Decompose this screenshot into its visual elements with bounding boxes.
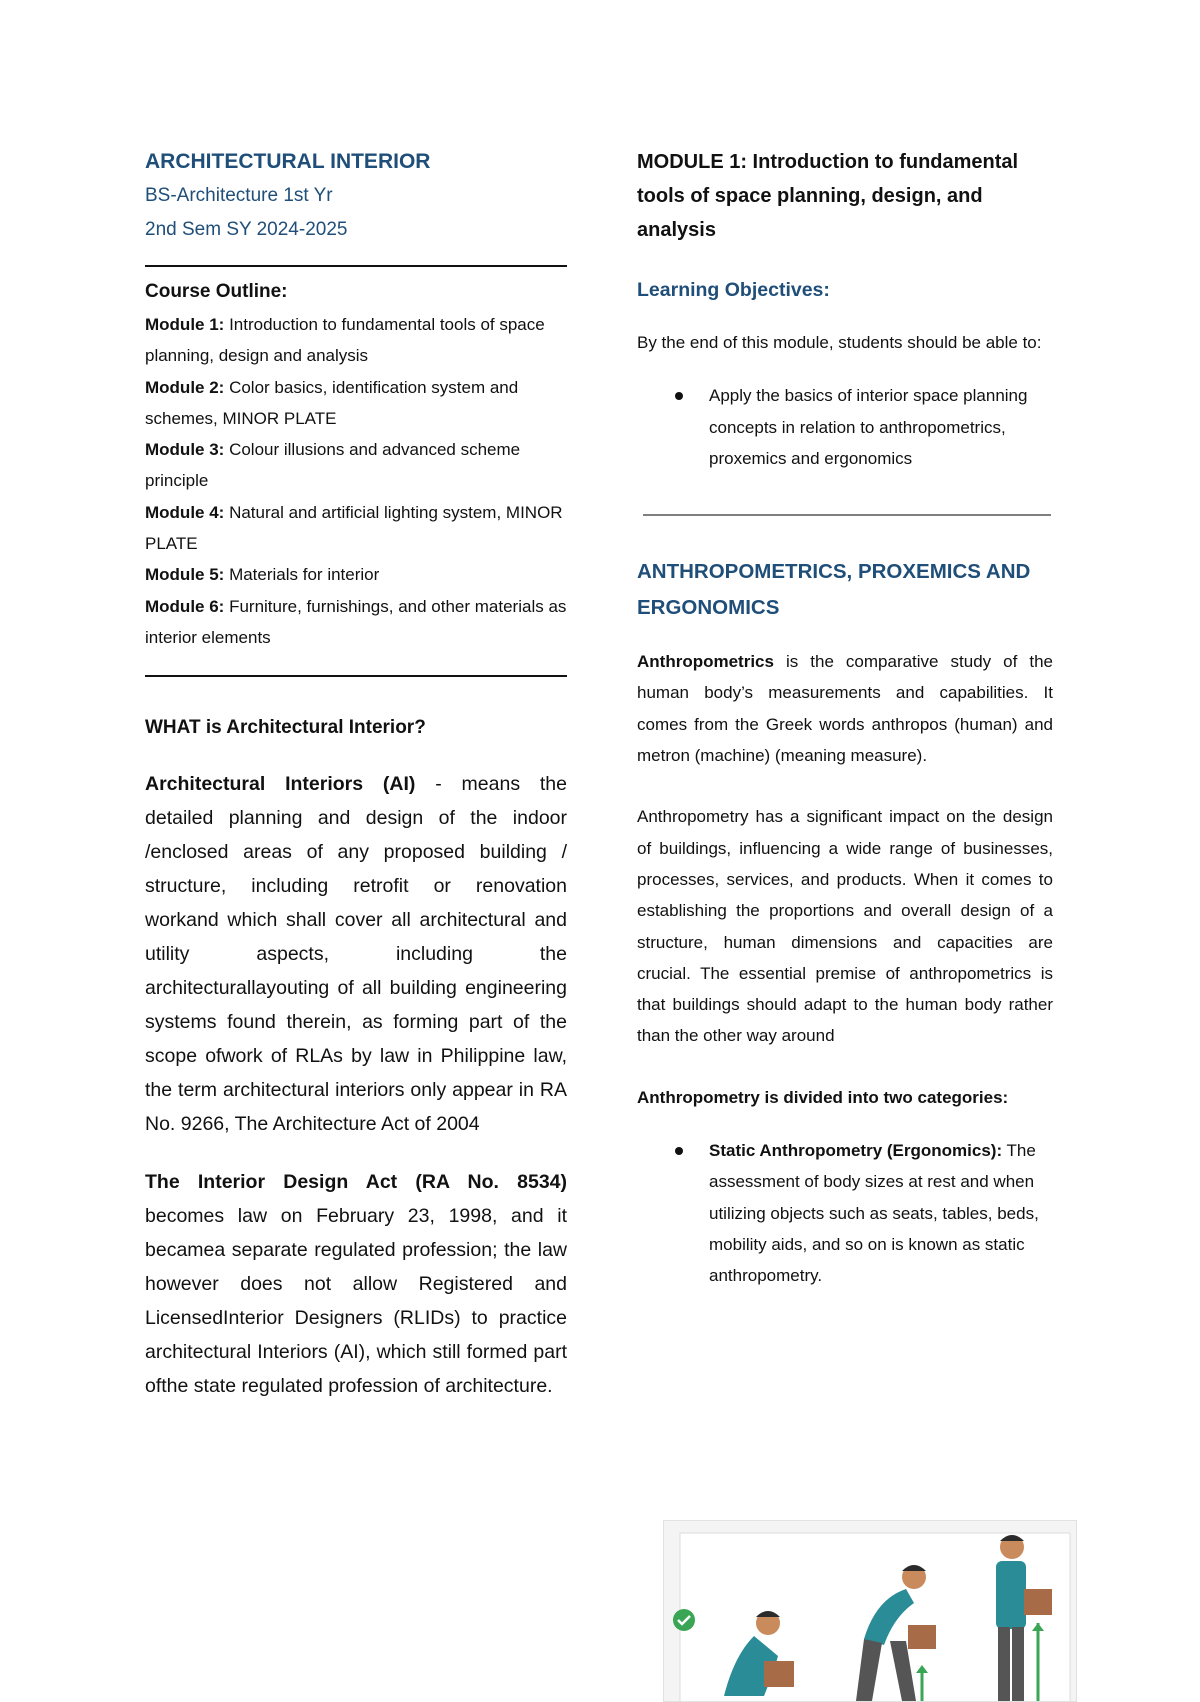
learning-objectives-title: Learning Objectives: [637,279,830,301]
outline-item: Module 4: Natural and artificial lighting system, MINOR PLATE [145,502,563,554]
objectives-list [637,380,1053,474]
ai-definition: Architectural Interiors (AI) - means the detailed planning and design of the indoor /enclosed areas of any proposed building / structure, including retrofit or renovation workand which shall cover all architectural and utility aspects, including the architecturallayouting of all building engineering systems found therein, as forming part of the scope ofwork of RLAs by law in Philippine law, the term architectural interiors only appear in RA No. 9266, The Architecture Act of 2004 [145,773,567,1136]
section-title: ANTHROPOMETRICS, PROXEMICS AND ERGONOMICS [637,560,1031,620]
outline-item: Module 6: Furniture, furnishings, and other materials as interior elements [145,596,567,647]
person-lifting-box-illustration [664,1521,1076,1701]
outline-item: Module 3: Colour illusions and advanced scheme principle [145,440,521,491]
bullet-icon [675,1147,683,1155]
interior-design-act: The Interior Design Act (RA No. 8534) becomes law on February 23, 1998, and it becamea separate regulated profession; the law however does not allow Registered and LicensedInterior Designers (RLIDs) to practice architectural Interiors (AI), which still formed part ofthe state regulated profession of architecture. [145,1171,567,1398]
semester-label: 2nd Sem SY 2024-2025 [145,219,348,240]
program-label: BS-Architecture 1st Yr [145,185,333,206]
categories-intro: Anthropometry is divided into two categories: [637,1087,1009,1107]
left-column [145,145,567,1403]
right-column [637,145,1053,1292]
anthropometry-impact: Anthropometry has a significant impact on the design of buildings, influencing a wide range of businesses, processes, services, and products. When it comes to establishing the proportions and overall design of a structure, human dimensions and capacities are crucial. The essential premise of anthropometrics is that buildings should adapt to the human body rather than the other way around [637,807,1053,1046]
outline-item: Module 1: Introduction to fundamental tools of space planning, design and analysis [145,315,545,366]
list-item: Static Anthropometry (Ergonomics): The assessment of body sizes at rest and when utilizing objects such as seats, tables, beds, mobility aids, and so on is known as static anthropometry. [637,1135,1053,1291]
module-title: MODULE 1: Introduction to fundamental tools of space planning, design, and analysis [637,151,1019,241]
outline-title: Course Outline: [145,281,288,302]
anthropometrics-definition: Anthropometrics is the comparative study of the human body’s measurements and capabilities. It comes from the Greek words anthropos (human) and metron (machine) (meaning measure). [637,652,1053,766]
categories-list [637,1135,1053,1291]
outline-item: Module 2: Color basics, identification system and schemes, MINOR PLATE [145,377,519,428]
objectives-intro: By the end of this module, students should be able to: [637,333,1042,352]
list-item: Apply the basics of interior space planning concepts in relation to anthropometrics, proxemics and ergonomics [637,380,1053,474]
course-outline [145,309,567,653]
course-title: ARCHITECTURAL INTERIOR [145,150,431,173]
section-question: WHAT is Architectural Interior? [145,717,426,739]
outline-item: Module 5: Materials for interior [145,565,380,585]
lifting-posture-illustration [663,1520,1077,1702]
bullet-icon [675,392,683,400]
check-circle-icon [673,1609,695,1631]
